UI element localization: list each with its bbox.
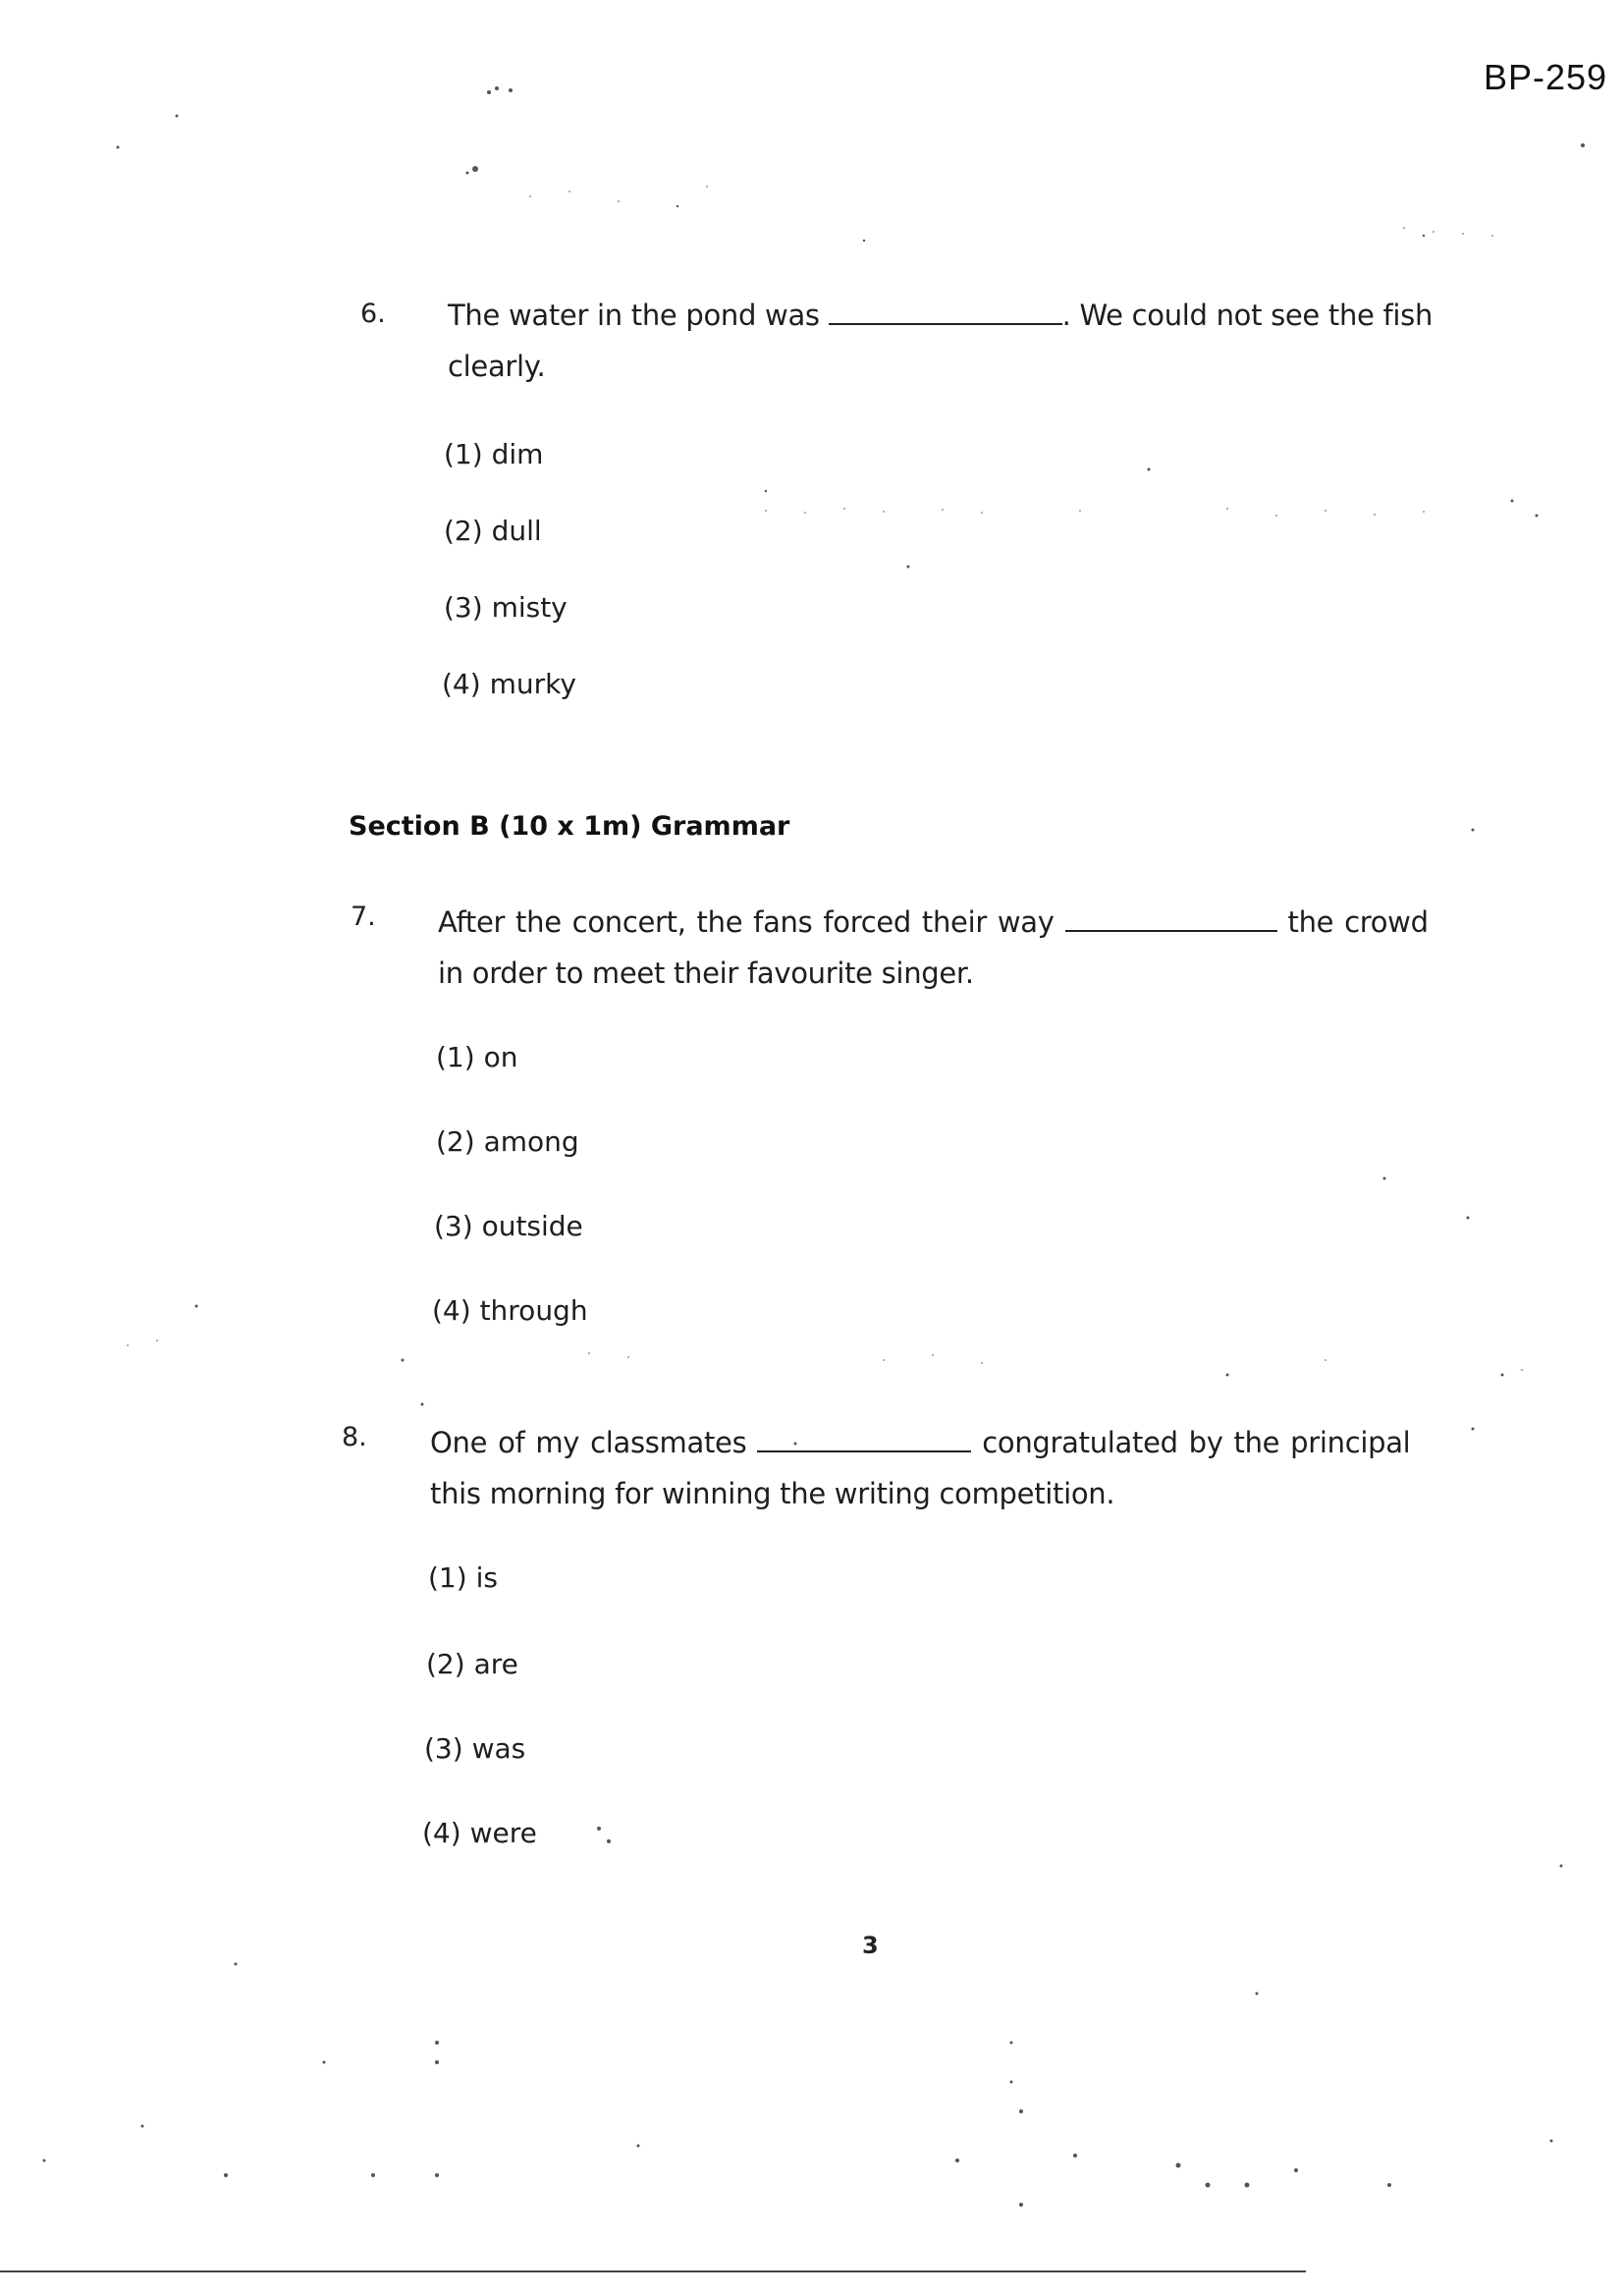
- question-text-after-blank: . We could not see the fish: [1061, 299, 1434, 332]
- question-text-line2: this morning for winning the writing competition.: [430, 1477, 1115, 1510]
- question-number: 8.: [342, 1422, 367, 1452]
- section-heading: Section B (10 x 1m) Grammar: [349, 811, 790, 842]
- answer-blank: [757, 1427, 971, 1452]
- question-text-before-blank: The water in the pond was: [448, 299, 820, 332]
- option-1: (1) dim: [444, 438, 544, 470]
- answer-blank: [829, 300, 1062, 325]
- option-4: (4) through: [432, 1294, 588, 1327]
- option-4: (4) were: [422, 1817, 537, 1849]
- document-code: BP-259: [1484, 57, 1608, 97]
- option-3: (3) was: [424, 1732, 526, 1765]
- question-text-after-blank: congratulated by the principal: [982, 1426, 1411, 1459]
- question-text-line2: clearly.: [448, 350, 546, 383]
- option-3: (3) outside: [434, 1210, 583, 1242]
- question-number: 7.: [351, 902, 376, 932]
- answer-blank: [1065, 906, 1277, 932]
- option-2: (2) are: [426, 1648, 518, 1680]
- option-1: (1) is: [428, 1561, 498, 1594]
- option-2: (2) among: [436, 1125, 579, 1158]
- question-text-before-blank: One of my classmates: [430, 1426, 747, 1459]
- option-1: (1) on: [436, 1041, 518, 1073]
- option-3: (3) misty: [444, 591, 568, 624]
- question-text-after-blank: the crowd: [1287, 905, 1429, 939]
- question-text-before-blank: After the concert, the fans forced their way: [438, 905, 1055, 939]
- option-2: (2) dull: [444, 515, 542, 547]
- option-4: (4) murky: [442, 668, 576, 700]
- question-number: 6.: [360, 299, 386, 329]
- question-text-line1: [448, 299, 1433, 332]
- bottom-divider: [0, 2270, 1306, 2272]
- question-text-line2: in order to meet their favourite singer.: [438, 957, 974, 990]
- page-number: 3: [862, 1932, 879, 1959]
- question-text-line1: [438, 905, 1429, 939]
- question-text-line1: [430, 1426, 1410, 1459]
